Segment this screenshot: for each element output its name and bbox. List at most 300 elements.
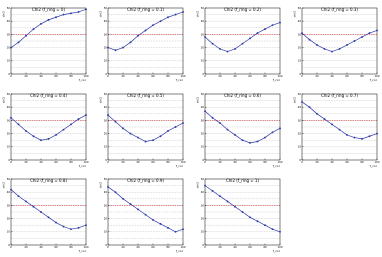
data-point (264, 137, 266, 139)
data-point (115, 49, 117, 51)
x-axis-label: f_cor (175, 164, 183, 168)
chart-panel (99, 173, 191, 253)
data-point (160, 135, 162, 137)
y-tick-label: 10 (103, 230, 107, 234)
y-tick-label: 0 (299, 72, 301, 76)
x-tick-label: 0 (301, 75, 303, 79)
data-point (234, 134, 236, 136)
chart-title: Chi2 (f_ring = 0.1) (127, 6, 164, 12)
data-point (242, 211, 244, 213)
x-tick-label: 60 (345, 161, 349, 165)
y-tick-label: 40 (297, 106, 301, 110)
chart-svg (196, 88, 288, 168)
x-tick-label: 60 (248, 161, 252, 165)
data-point (227, 51, 229, 53)
x-axis-label: f_cor (175, 249, 183, 253)
x-tick-label: 0 (204, 161, 206, 165)
chart-panel (293, 2, 382, 82)
y-tick-label: 40 (200, 20, 204, 24)
x-axis-label: f_cor (78, 78, 86, 82)
y-tick-label: 0 (105, 243, 107, 247)
chart-panel (2, 173, 94, 253)
y-tick-label: 10 (103, 145, 107, 149)
data-point (361, 138, 363, 140)
data-point (10, 189, 12, 191)
x-axis-label: f_cor (272, 78, 280, 82)
data-point (63, 129, 65, 131)
x-tick-label: 20 (24, 75, 28, 79)
chart-title: Chi2 (f_ring = 0.4) (30, 92, 67, 98)
x-axis-label: f_cor (272, 249, 280, 253)
x-tick-label: 80 (69, 75, 73, 79)
x-tick-label: 0 (204, 75, 206, 79)
data-point (301, 101, 303, 103)
x-tick-label: 100 (180, 161, 186, 165)
x-tick-label: 80 (69, 161, 73, 165)
chart-title: Chi2 (f_ring = 0) (31, 6, 66, 12)
y-tick-label: 0 (105, 158, 107, 162)
x-tick-label: 0 (107, 161, 109, 165)
x-tick-label: 0 (107, 246, 109, 250)
data-point (152, 219, 154, 221)
chart-panel (196, 2, 288, 82)
x-tick-label: 80 (166, 161, 170, 165)
chart-title: Chi2 (f_ring = 0.5) (127, 92, 164, 98)
x-tick-label: 100 (180, 75, 186, 79)
x-tick-label: 60 (151, 75, 155, 79)
x-tick-label: 0 (10, 75, 12, 79)
data-point (279, 231, 281, 233)
data-point (346, 134, 348, 136)
y-tick-label: 0 (8, 243, 10, 247)
y-tick-label: 20 (200, 132, 204, 136)
y-axis-label: chi2 (292, 11, 297, 18)
data-point (376, 133, 378, 135)
y-tick-label: 10 (200, 59, 204, 63)
y-axis-label: chi2 (195, 182, 200, 189)
data-point (376, 29, 378, 31)
data-point (18, 41, 20, 43)
data-point (279, 22, 281, 24)
data-point (115, 121, 117, 123)
x-axis-label: f_cor (369, 78, 377, 82)
data-point (145, 29, 147, 31)
y-tick-label: 50 (6, 177, 10, 181)
data-point (25, 130, 27, 132)
data-point (257, 220, 259, 222)
data-point (219, 48, 221, 50)
data-point (130, 133, 132, 135)
y-tick-label: 0 (299, 158, 301, 162)
data-point (324, 118, 326, 120)
data-point (175, 14, 177, 16)
x-axis-label: f_cor (175, 78, 183, 82)
series-line (205, 186, 280, 232)
y-tick-label: 50 (200, 6, 204, 10)
series-line (205, 23, 280, 52)
x-tick-label: 0 (204, 246, 206, 250)
x-tick-label: 80 (166, 75, 170, 79)
data-point (204, 110, 206, 112)
x-tick-label: 60 (151, 161, 155, 165)
x-tick-label: 100 (374, 161, 380, 165)
data-point (354, 40, 356, 42)
x-tick-label: 60 (54, 75, 58, 79)
y-tick-label: 30 (6, 119, 10, 123)
data-point (78, 11, 80, 13)
x-tick-label: 80 (263, 161, 267, 165)
y-tick-label: 30 (200, 119, 204, 123)
x-tick-label: 20 (218, 246, 222, 250)
x-tick-label: 60 (151, 246, 155, 250)
data-point (257, 141, 259, 143)
series-line (108, 115, 183, 141)
chart-svg (99, 2, 191, 82)
data-point (152, 139, 154, 141)
y-tick-label: 20 (6, 132, 10, 136)
data-point (324, 48, 326, 50)
y-tick-label: 20 (103, 132, 107, 136)
data-point (85, 8, 87, 10)
data-point (122, 47, 124, 49)
data-point (264, 28, 266, 30)
y-tick-label: 30 (6, 204, 10, 208)
x-tick-label: 100 (180, 246, 186, 250)
data-point (264, 224, 266, 226)
x-tick-label: 60 (54, 246, 58, 250)
data-point (182, 122, 184, 124)
chart-panel (293, 88, 382, 168)
y-axis-label: chi2 (1, 11, 6, 18)
y-tick-label: 20 (297, 46, 301, 50)
data-point (137, 35, 139, 37)
y-tick-label: 50 (6, 92, 10, 96)
y-tick-label: 20 (6, 217, 10, 221)
y-tick-label: 10 (200, 230, 204, 234)
y-tick-label: 40 (6, 106, 10, 110)
data-point (204, 185, 206, 187)
data-point (152, 24, 154, 26)
data-point (175, 126, 177, 128)
data-point (242, 139, 244, 141)
chart-title: Chi2 (f_ring = 1) (225, 177, 260, 183)
data-point (219, 122, 221, 124)
data-point (272, 24, 274, 26)
chart-svg (2, 88, 94, 168)
data-point (48, 216, 50, 218)
x-tick-label: 80 (360, 161, 364, 165)
data-point (279, 127, 281, 129)
x-tick-label: 40 (233, 161, 237, 165)
y-tick-label: 10 (6, 145, 10, 149)
chart-title: Chi2 (f_ring = 0.9) (127, 177, 164, 183)
y-tick-label: 10 (6, 230, 10, 234)
data-point (212, 43, 214, 45)
chart-svg (2, 2, 94, 82)
data-point (361, 36, 363, 38)
x-tick-label: 60 (345, 75, 349, 79)
x-tick-label: 20 (315, 75, 319, 79)
x-tick-label: 80 (263, 246, 267, 250)
chart-svg (2, 173, 94, 253)
data-point (85, 224, 87, 226)
y-tick-label: 30 (297, 119, 301, 123)
data-point (70, 228, 72, 230)
chart-panel (196, 88, 288, 168)
data-point (40, 23, 42, 25)
y-tick-label: 30 (297, 33, 301, 37)
x-tick-label: 100 (83, 246, 89, 250)
y-tick-label: 40 (103, 20, 107, 24)
y-axis-label: chi2 (98, 11, 103, 18)
chart-svg (293, 2, 382, 82)
data-point (48, 19, 50, 21)
y-tick-label: 30 (200, 33, 204, 37)
data-point (182, 11, 184, 13)
chart-panel (196, 173, 288, 253)
x-tick-label: 0 (10, 161, 12, 165)
data-point (182, 228, 184, 230)
y-tick-label: 50 (200, 177, 204, 181)
data-point (346, 44, 348, 46)
y-tick-label: 30 (6, 33, 10, 37)
chart-panel (99, 88, 191, 168)
data-point (25, 200, 27, 202)
x-tick-label: 60 (248, 246, 252, 250)
data-point (249, 37, 251, 39)
y-axis-label: chi2 (292, 97, 297, 104)
data-point (122, 127, 124, 129)
x-tick-label: 0 (107, 75, 109, 79)
data-point (137, 208, 139, 210)
x-tick-label: 80 (360, 75, 364, 79)
data-point (249, 142, 251, 144)
data-point (234, 48, 236, 50)
data-point (33, 135, 35, 137)
chart-title: Chi2 (f_ring = 0.7) (321, 92, 358, 98)
y-tick-label: 10 (103, 59, 107, 63)
y-tick-label: 30 (200, 204, 204, 208)
y-axis-label: chi2 (98, 182, 103, 189)
x-tick-label: 20 (315, 161, 319, 165)
data-point (25, 35, 27, 37)
data-point (339, 48, 341, 50)
chart-title: Chi2 (f_ring = 0.3) (321, 6, 358, 12)
y-tick-label: 10 (6, 59, 10, 63)
x-tick-label: 40 (136, 246, 140, 250)
data-point (40, 139, 42, 141)
x-tick-label: 20 (121, 246, 125, 250)
y-tick-label: 0 (8, 72, 10, 76)
data-point (369, 32, 371, 34)
x-tick-label: 80 (263, 75, 267, 79)
y-tick-label: 0 (202, 243, 204, 247)
x-tick-label: 60 (248, 75, 252, 79)
y-tick-label: 20 (297, 132, 301, 136)
data-point (145, 141, 147, 143)
y-tick-label: 50 (297, 6, 301, 10)
data-point (316, 113, 318, 115)
data-point (107, 114, 109, 116)
y-tick-label: 40 (6, 191, 10, 195)
x-tick-label: 40 (39, 161, 43, 165)
x-tick-label: 100 (277, 75, 283, 79)
data-point (227, 129, 229, 131)
data-point (70, 123, 72, 125)
x-tick-label: 100 (277, 246, 283, 250)
x-tick-label: 40 (330, 161, 334, 165)
data-point (78, 227, 80, 229)
x-tick-label: 40 (136, 161, 140, 165)
data-point (78, 118, 80, 120)
data-point (212, 117, 214, 119)
data-point (63, 14, 65, 16)
series-line (11, 6, 86, 47)
y-axis-label: chi2 (1, 97, 6, 104)
data-point (130, 41, 132, 43)
data-point (309, 39, 311, 41)
x-tick-label: 60 (54, 161, 58, 165)
y-axis-label: chi2 (1, 182, 6, 189)
y-tick-label: 40 (297, 20, 301, 24)
y-tick-label: 40 (6, 20, 10, 24)
y-tick-label: 30 (103, 33, 107, 37)
x-tick-label: 40 (39, 75, 43, 79)
data-point (137, 137, 139, 139)
data-point (204, 36, 206, 38)
data-point (354, 137, 356, 139)
y-tick-label: 20 (200, 46, 204, 50)
y-tick-label: 50 (200, 92, 204, 96)
data-point (234, 206, 236, 208)
x-tick-label: 40 (39, 246, 43, 250)
data-point (70, 12, 72, 14)
data-point (107, 186, 109, 188)
data-point (167, 227, 169, 229)
data-point (18, 123, 20, 125)
data-point (33, 28, 35, 30)
y-tick-label: 10 (297, 59, 301, 63)
data-point (33, 206, 35, 208)
y-tick-label: 10 (200, 145, 204, 149)
x-tick-label: 20 (218, 75, 222, 79)
x-tick-label: 80 (69, 246, 73, 250)
data-point (167, 130, 169, 132)
y-tick-label: 20 (6, 46, 10, 50)
data-point (55, 134, 57, 136)
x-tick-label: 0 (301, 161, 303, 165)
x-tick-label: 100 (277, 161, 283, 165)
data-point (175, 231, 177, 233)
data-point (10, 47, 12, 49)
data-point (272, 228, 274, 230)
data-point (145, 214, 147, 216)
y-tick-label: 30 (103, 119, 107, 123)
y-tick-label: 50 (103, 6, 107, 10)
y-tick-label: 50 (103, 92, 107, 96)
data-point (55, 222, 57, 224)
data-point (115, 191, 117, 193)
y-tick-label: 40 (103, 191, 107, 195)
x-axis-label: f_cor (272, 164, 280, 168)
y-tick-label: 20 (103, 217, 107, 221)
x-tick-label: 20 (218, 161, 222, 165)
data-point (167, 16, 169, 18)
x-tick-label: 40 (233, 75, 237, 79)
data-point (301, 32, 303, 34)
x-tick-label: 40 (330, 75, 334, 79)
y-tick-label: 0 (202, 158, 204, 162)
chart-title: Chi2 (f_ring = 0.6) (224, 92, 261, 98)
data-point (331, 51, 333, 53)
y-tick-label: 30 (103, 204, 107, 208)
y-tick-label: 40 (103, 106, 107, 110)
data-point (272, 131, 274, 133)
data-point (219, 195, 221, 197)
x-tick-label: 100 (83, 75, 89, 79)
data-point (160, 223, 162, 225)
series-line (11, 190, 86, 230)
data-point (227, 200, 229, 202)
x-axis-label: f_cor (78, 164, 86, 168)
data-point (249, 216, 251, 218)
data-point (331, 123, 333, 125)
chart-panel (2, 88, 94, 168)
chart-svg (196, 2, 288, 82)
data-point (130, 203, 132, 205)
data-point (85, 114, 87, 116)
data-point (339, 129, 341, 131)
data-point (309, 106, 311, 108)
x-axis-label: f_cor (78, 249, 86, 253)
x-tick-label: 40 (136, 75, 140, 79)
y-tick-label: 50 (6, 6, 10, 10)
chart-title: Chi2 (f_ring = 0.2) (224, 6, 261, 12)
y-tick-label: 0 (8, 158, 10, 162)
data-point (10, 117, 12, 119)
x-tick-label: 100 (374, 75, 380, 79)
data-point (63, 226, 65, 228)
y-tick-label: 0 (105, 72, 107, 76)
data-point (242, 43, 244, 45)
data-point (369, 135, 371, 137)
x-tick-label: 0 (10, 246, 12, 250)
series-line (11, 115, 86, 140)
y-tick-label: 50 (103, 177, 107, 181)
data-point (55, 16, 57, 18)
y-tick-label: 0 (202, 72, 204, 76)
data-point (212, 190, 214, 192)
data-point (257, 32, 259, 34)
x-tick-label: 20 (24, 246, 28, 250)
chart-panel (99, 2, 191, 82)
x-tick-label: 100 (83, 161, 89, 165)
data-point (316, 44, 318, 46)
y-tick-label: 20 (103, 46, 107, 50)
data-point (160, 20, 162, 22)
data-point (122, 198, 124, 200)
y-tick-label: 10 (297, 145, 301, 149)
y-axis-label: chi2 (98, 97, 103, 104)
y-tick-label: 50 (297, 92, 301, 96)
data-point (107, 47, 109, 49)
y-tick-label: 40 (200, 106, 204, 110)
x-axis-label: f_cor (369, 164, 377, 168)
chart-svg (196, 173, 288, 253)
chart-svg (99, 88, 191, 168)
chart-svg (99, 173, 191, 253)
y-tick-label: 20 (200, 217, 204, 221)
